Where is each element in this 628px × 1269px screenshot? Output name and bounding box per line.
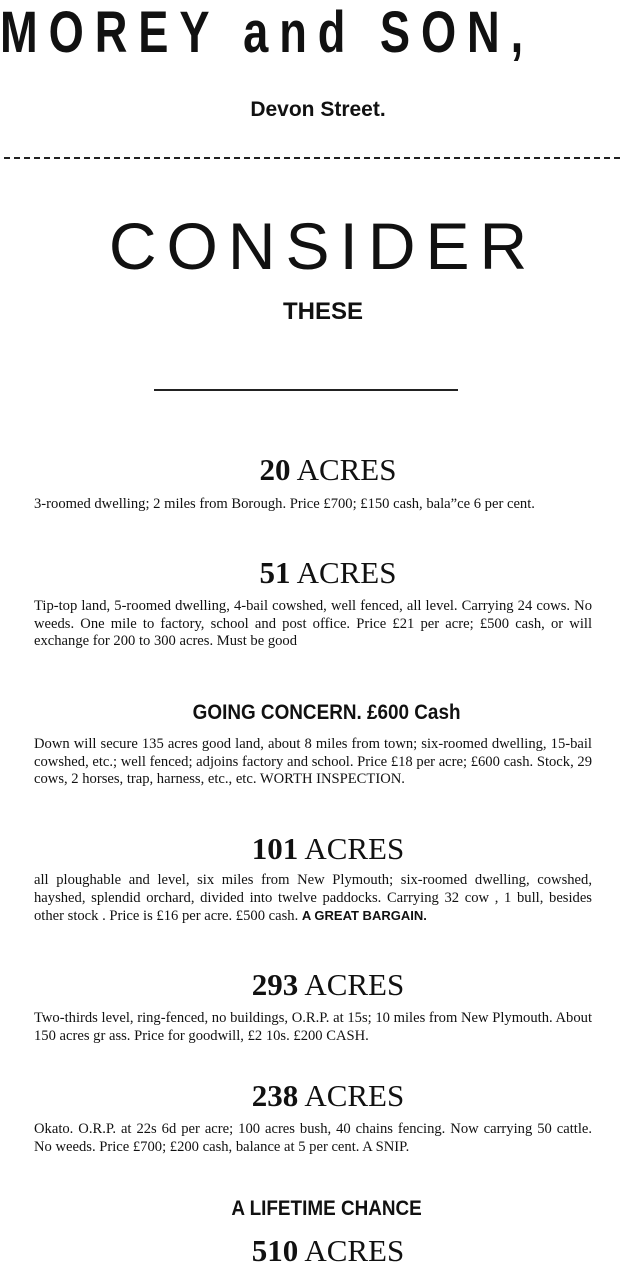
listing-heading [0, 452, 628, 488]
firm-name: MOREY and SON, [0, 0, 535, 65]
listing-unit: ACRES [296, 555, 397, 590]
listing-heading [0, 1233, 628, 1269]
listing-acreage: 101 [251, 831, 299, 866]
listing-acreage: 510 [251, 1233, 299, 1268]
top-divider [4, 157, 620, 159]
banner-title: CONSIDER [108, 209, 538, 283]
listing-subheading: GOING CONCERN. £600 Cash [192, 701, 461, 724]
listing-description: Tip-top land, 5-roomed dwelling, 4-bail cowshed, well fenced, all level. Carrying 24 cows. No weeds. One mile to factory, school and post office. Price £21 per acre; £500 cash, or will exchange for 200 to 300 acres. Must be good [34, 598, 592, 649]
listing-description: Down will secure 135 acres good land, about 8 miles from town; six-roomed dwelling, 15-bail cowshed, etc.; well fenced; adjoins factory and school. Price £18 per acre; £600 cash. Stock, 29 cows, 2 horses, trap, harness, etc., etc. WORTH INSPECTION. [34, 736, 592, 787]
listing-unit: ACRES [304, 831, 405, 866]
listing-description [34, 872, 592, 926]
banner-subtitle: THESE [282, 298, 363, 325]
listing-heading [0, 831, 628, 867]
middle-divider [154, 389, 458, 391]
listing-unit: ACRES [296, 452, 397, 487]
listing-description: Okato. O.R.P. at 22s 6d per acre; 100 acres bush, 40 chains fencing. Now carrying 50 cattle. No weeds. Price £700; £200 cash, balance at 5 per cent. A SNIP. [34, 1121, 592, 1155]
listing-unit: ACRES [304, 967, 405, 1002]
listing-description: Two-thirds level, ring-fenced, no buildings, O.R.P. at 15s; 10 miles from New Plymouth. About 150 acres gr ass. Price for goodwill, £2 10s. £200 CASH. [34, 1010, 592, 1044]
listing-acreage: 293 [251, 967, 299, 1002]
listing-unit: ACRES [304, 1233, 405, 1268]
listing-text: all ploughable and level, six miles from New Plymouth; six-roomed dwelling, cowshed, hayshed, splendid orchard, divided into twelve paddocks. Carrying 32 cow , 1 bull, besides other stock . Price is £16 per acre. £500 cash. [34, 872, 592, 924]
listing-acreage: 51 [259, 555, 291, 590]
listing-callout: A GREAT BARGAIN. [301, 908, 427, 923]
listing-heading [0, 555, 628, 591]
listing-acreage: 238 [251, 1078, 299, 1113]
listing-heading [0, 1078, 628, 1114]
listing-subheading: A LIFETIME CHANCE [231, 1197, 422, 1220]
listing-acreage: 20 [259, 452, 291, 487]
listing-heading [0, 967, 628, 1003]
listing-unit: ACRES [304, 1078, 405, 1113]
listing-description: 3-roomed dwelling; 2 miles from Borough. Price £700; £150 cash, bala”ce 6 per cent. [34, 496, 535, 512]
street-address: Devon Street. [250, 98, 386, 121]
